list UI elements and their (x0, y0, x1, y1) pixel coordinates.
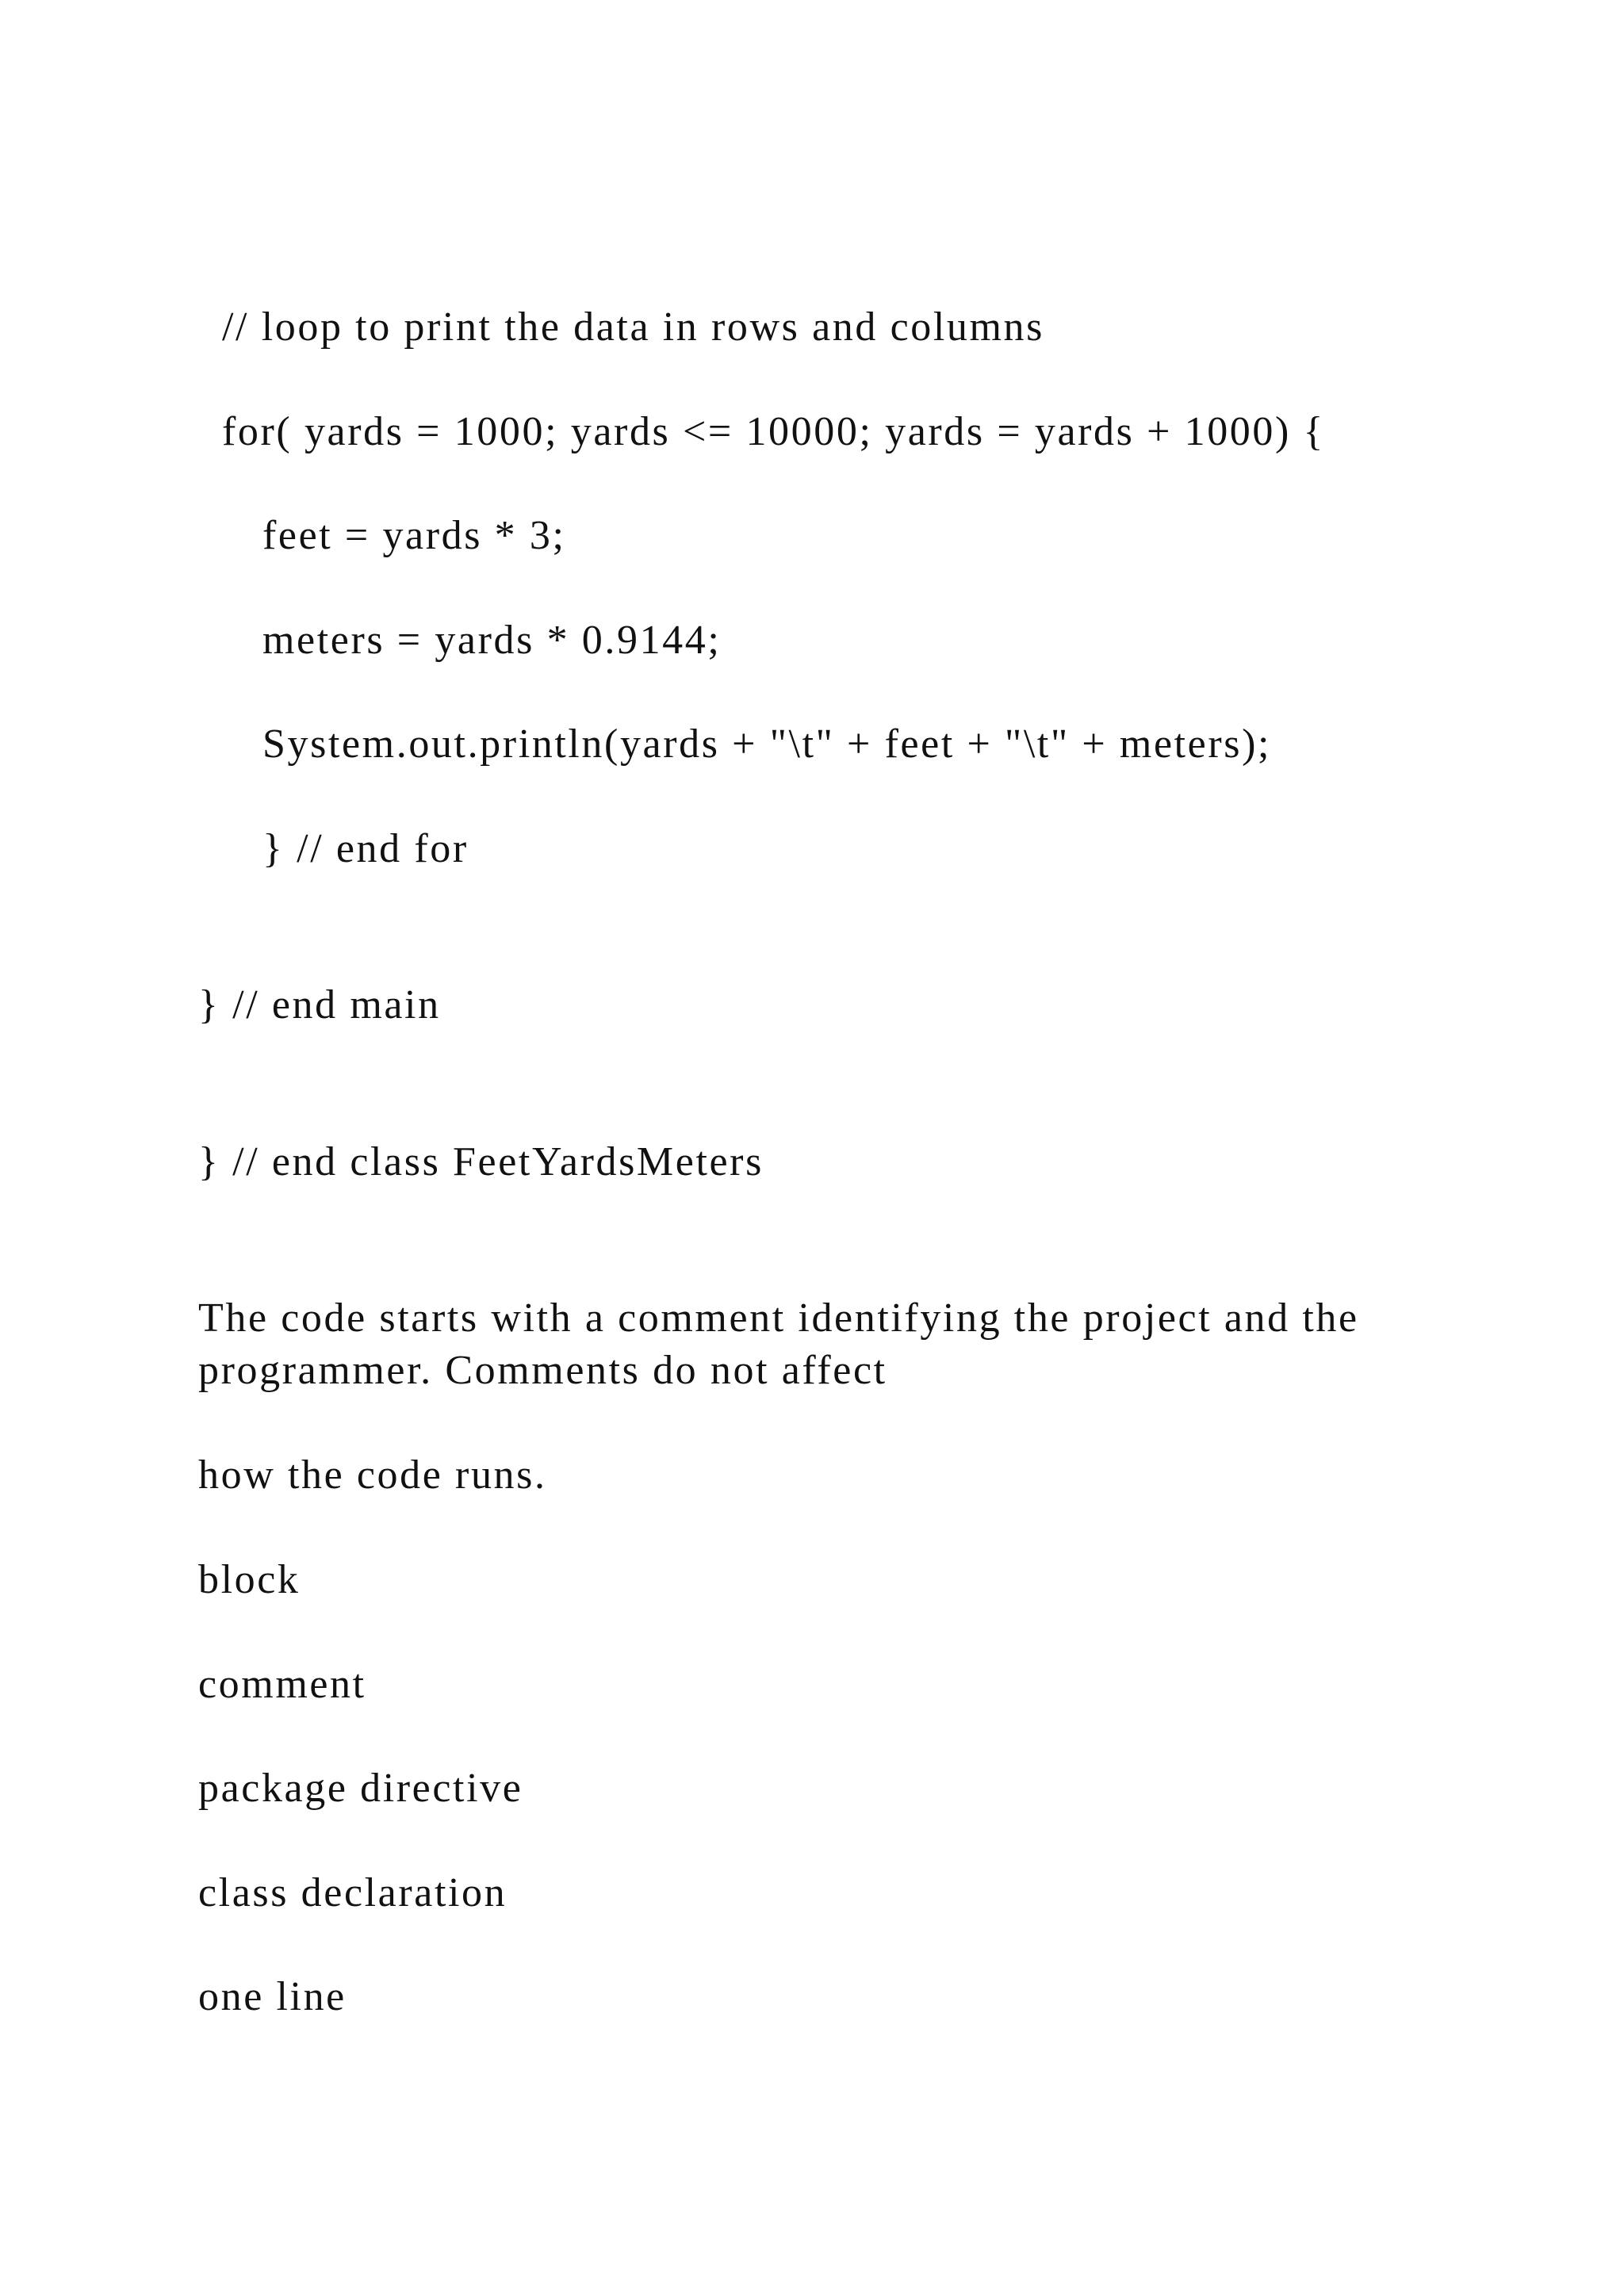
code-end-class: } // end class FeetYardsMeters (198, 1139, 764, 1184)
code-end-main: } // end main (198, 982, 441, 1027)
code-println-line: System.out.println(yards + "\t" + feet + "\t" + meters); (262, 721, 1272, 767)
option-block: block (198, 1557, 301, 1602)
question-text-continued: how the code runs. (198, 1452, 547, 1498)
option-class-declaration: class declaration (198, 1870, 508, 1915)
option-package-directive: package directive (198, 1766, 523, 1811)
code-end-for: } // end for (262, 826, 469, 871)
code-meters-line: meters = yards * 0.9144; (262, 618, 722, 663)
option-one-line: one line (198, 1974, 347, 2019)
code-for-header: for( yards = 1000; yards <= 10000; yards = yards + 1000) { (222, 409, 1326, 454)
option-comment: comment (198, 1662, 366, 1707)
question-text: The code starts with a comment identifying the project and the programmer. Comments do not affect (198, 1295, 1359, 1393)
code-feet-line: feet = yards * 3; (262, 513, 566, 558)
code-loop-comment: // loop to print the data in rows and columns (222, 304, 1044, 350)
